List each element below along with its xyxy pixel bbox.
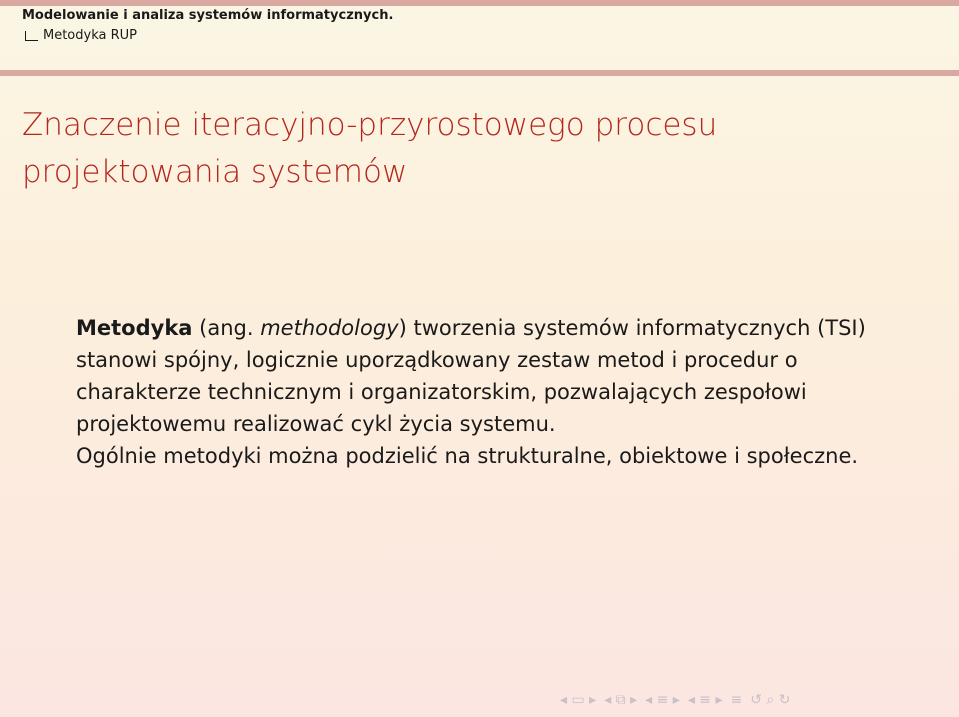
nav-search-icon[interactable]: ↺ ⌕ ↻ xyxy=(750,692,791,708)
term-english: methodology xyxy=(260,316,399,340)
header-rule xyxy=(0,70,959,76)
classification-paragraph: Ogólnie metodyki można podzielić na strukturalne, obiektowe i społeczne. xyxy=(76,444,859,468)
nav-next-icon[interactable]: ≡ xyxy=(730,692,743,708)
presentation-title[interactable]: Modelowanie i analiza systemów informatycznych. xyxy=(22,8,394,23)
slide-title xyxy=(22,102,922,196)
section-breadcrumb[interactable] xyxy=(22,28,393,44)
paren-open: (ang. xyxy=(192,316,261,340)
beamer-navigation xyxy=(560,692,790,708)
tree-corner-icon xyxy=(25,31,38,41)
definition-paragraph xyxy=(76,312,866,440)
definition-text: ) tworzenia systemów informatycznych (TSI) stanowi spójny, logicznie uporządkowany zestaw metod i procedur o charakterze technicznym i organizatorskim, pozwalających zespołowi projektowemu realizować cykl życia systemu. xyxy=(76,316,866,436)
nav-prev-frame-icon[interactable]: ◂ ▭ ▸ xyxy=(560,692,597,708)
header xyxy=(22,8,393,44)
slide-body xyxy=(76,312,866,472)
slide-title-line-1: Znaczenie iteracyjno-przyrostowego procesu xyxy=(22,107,718,143)
slide-title-line-2: projektowania systemów xyxy=(22,154,408,190)
nav-prev-subsection-icon[interactable]: ◂ ≡ ▸ xyxy=(687,692,723,708)
header-bar-top xyxy=(0,0,959,6)
section-title[interactable]: Metodyka RUP xyxy=(43,28,137,43)
nav-prev-section-icon[interactable]: ◂ ≡ ▸ xyxy=(645,692,680,708)
nav-prev-slide-icon[interactable]: ◂ ⧉ ▸ xyxy=(604,692,638,708)
term-bold: Metodyka xyxy=(76,316,193,340)
